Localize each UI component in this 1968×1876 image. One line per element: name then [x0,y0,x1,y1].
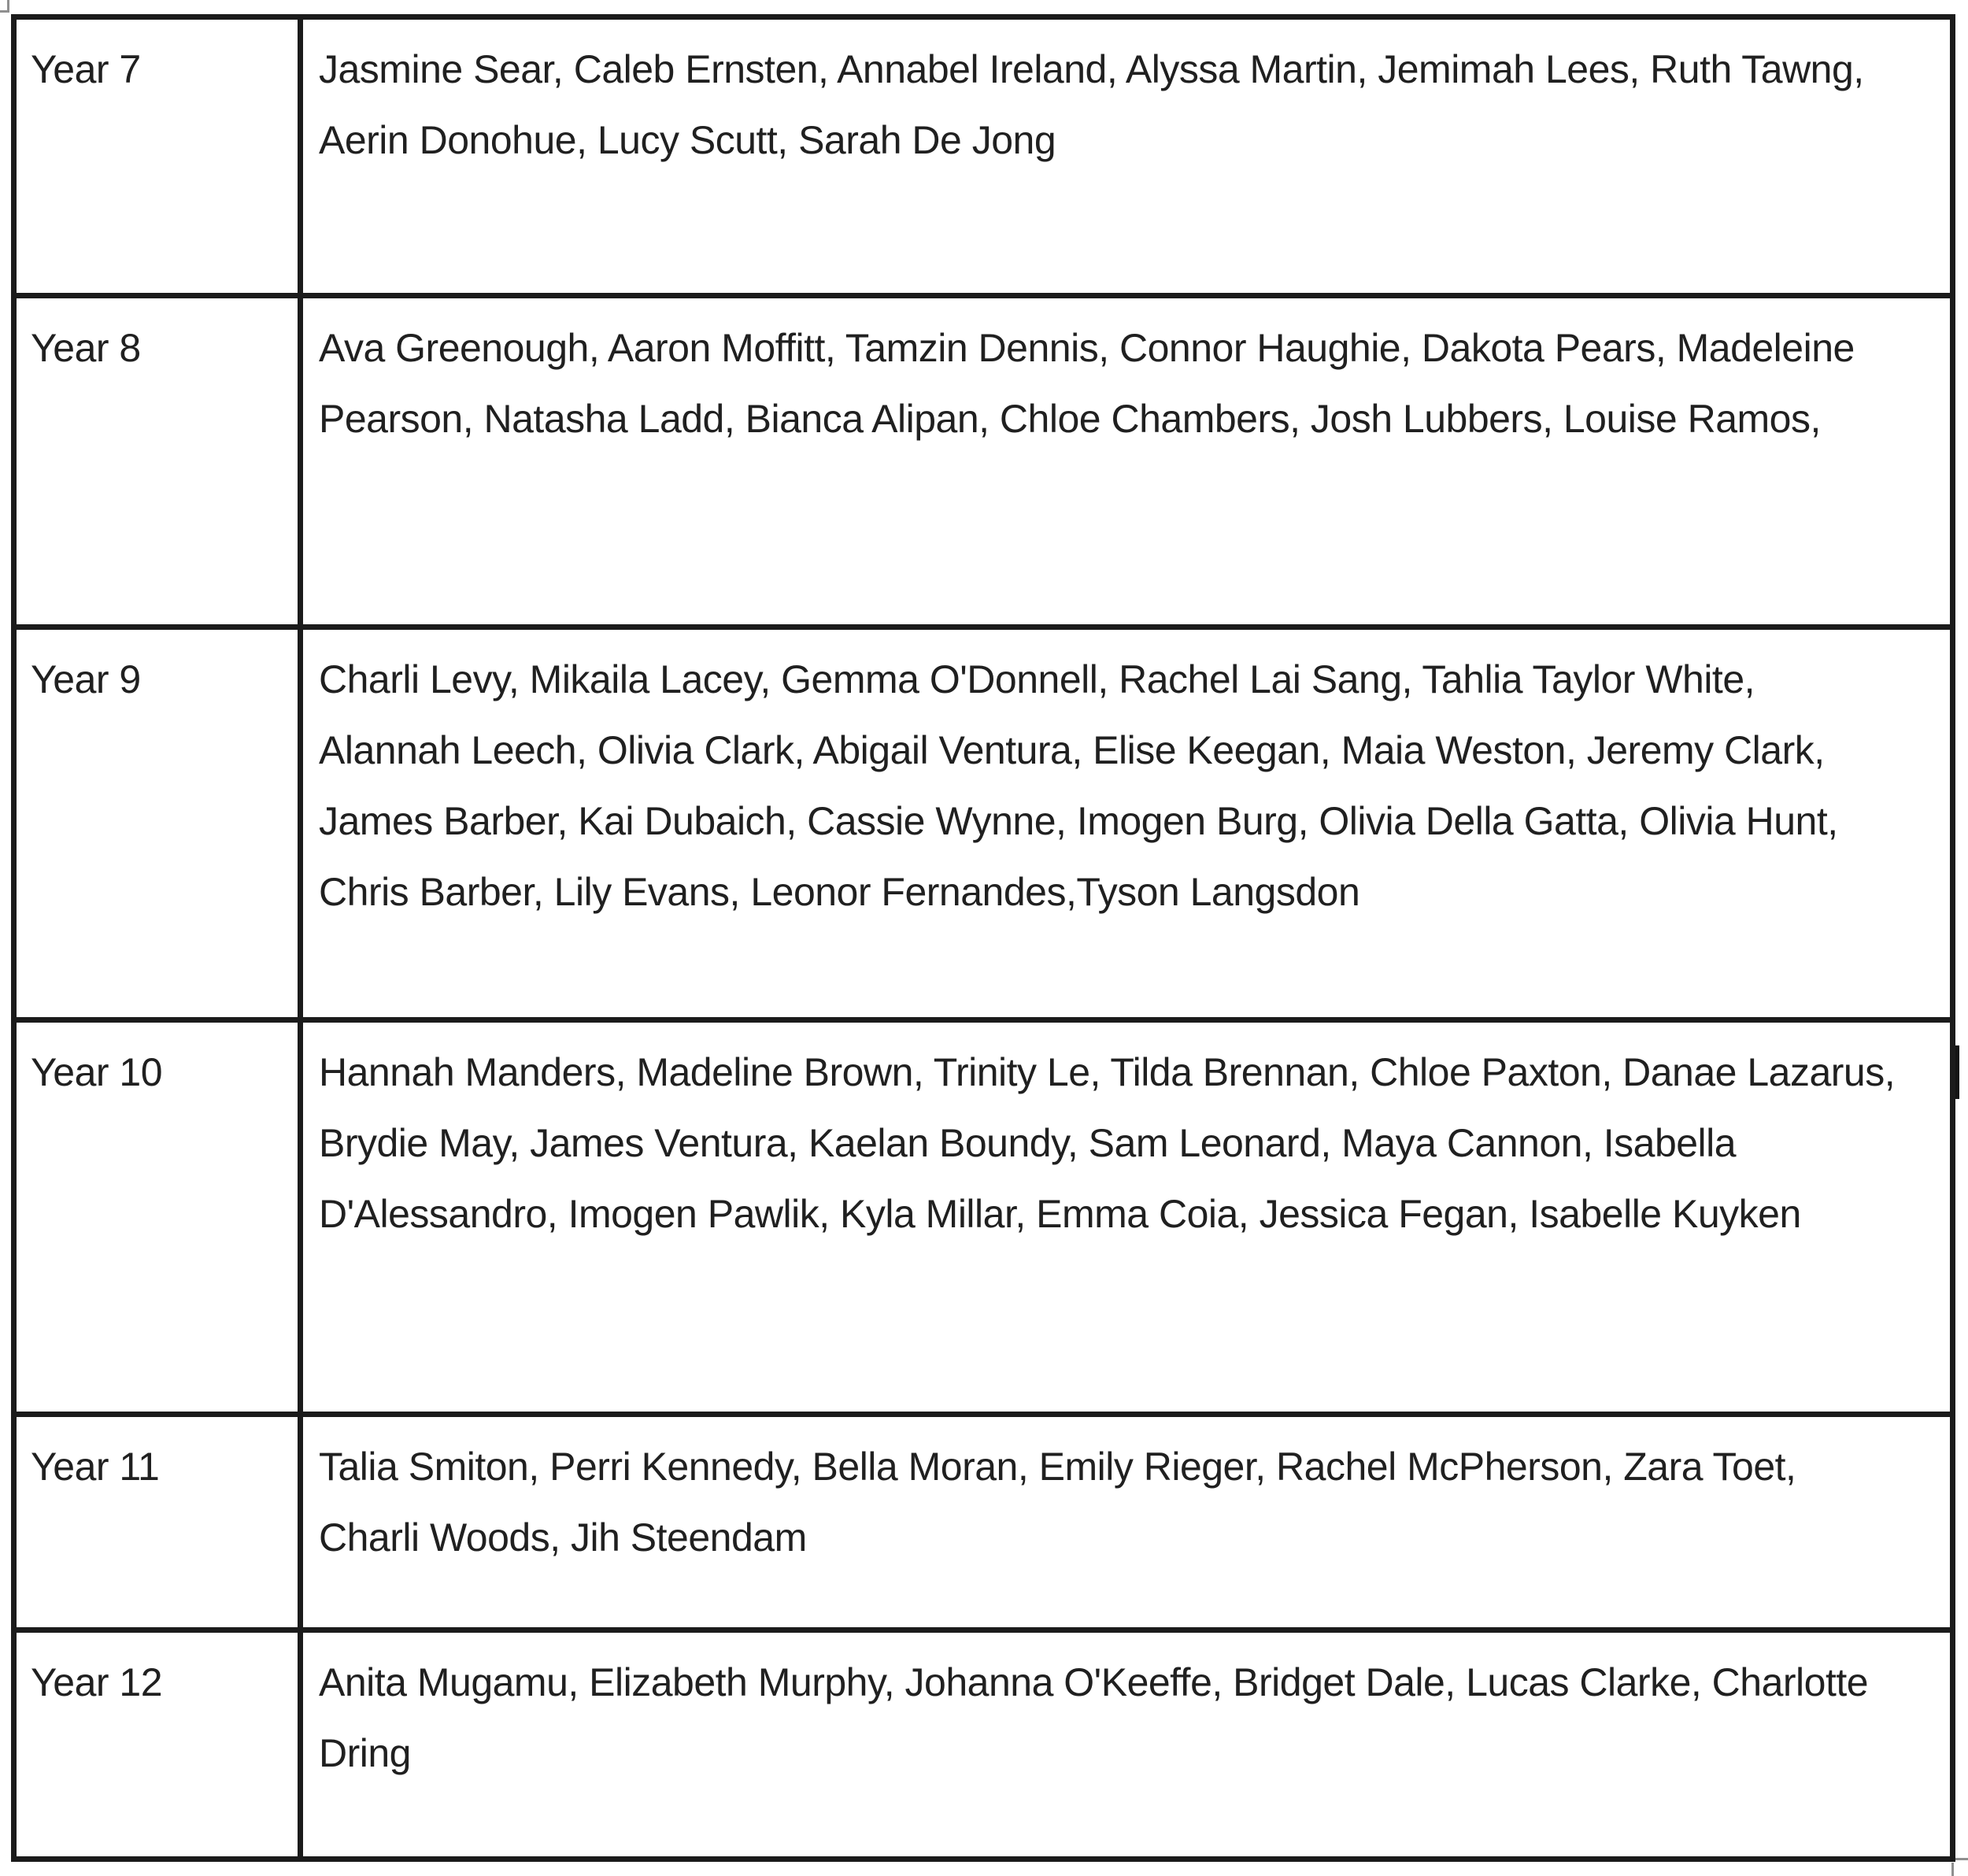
students-cell[interactable] [303,1023,1950,1412]
year-label-cell[interactable] [17,1023,303,1412]
page-corner-artifact [0,10,9,13]
students-cell[interactable] [303,298,1950,624]
year-label-cell[interactable] [17,630,303,1017]
students-cell[interactable] [303,20,1950,293]
students-text: Hannah Manders, Madeline Brown, Trinity Le, Tilda Brennan, Chloe Paxton, Danae Lazarus, Brydie May, James Ventura, Kaelan Boundy, Sam Leonard, Maya Cannon, Isabella D'Alessandro, Imogen Pawlik, Kyla Millar, Emma Coia, Jessica Fegan, Isabelle Kuyken [319,1050,1896,1236]
text-cursor [1955,1045,1959,1099]
year-label: Year 10 [31,1050,163,1094]
students-text: Anita Mugamu, Elizabeth Murphy, Johanna O'Keeffe, Bridget Dale, Lucas Clarke, Charlotte Dring [319,1660,1869,1775]
table-resize-handle[interactable] [1955,1858,1968,1860]
year-label-cell[interactable] [17,1633,303,1856]
students-cell[interactable] [303,1417,1950,1627]
year-label-cell[interactable] [17,20,303,293]
table-row [17,298,1950,630]
year-label: Year 12 [31,1660,163,1704]
students-cell[interactable] [303,1633,1950,1856]
year-label: Year 9 [31,657,141,701]
year-label: Year 11 [31,1445,160,1489]
table-row [17,1633,1950,1856]
year-label-cell[interactable] [17,298,303,624]
students-text: Talia Smiton, Perri Kennedy, Bella Moran, Emily Rieger, Rachel McPherson, Zara Toet, Charli Woods, Jih Steendam [319,1445,1796,1560]
table-row [17,630,1950,1023]
table-row [17,1417,1950,1633]
year-label: Year 7 [31,47,141,91]
table-resize-handle[interactable] [1951,1863,1954,1876]
students-text: Jasmine Sear, Caleb Ernsten, Annabel Ireland, Alyssa Martin, Jemimah Lees, Ruth Tawng, Aerin Donohue, Lucy Scutt, Sarah De Jong [319,47,1864,162]
students-text: Ava Greenough, Aaron Moffitt, Tamzin Dennis, Connor Haughie, Dakota Pears, Madeleine Pearson, Natasha Ladd, Bianca Alipan, Chloe Chambers, Josh Lubbers, Louise Ramos, [319,326,1855,441]
year-label: Year 8 [31,326,141,370]
table-row [17,1023,1950,1417]
year-students-table [11,14,1955,1862]
students-text: Charli Levy, Mikaila Lacey, Gemma O'Donnell, Rachel Lai Sang, Tahlia Taylor White, Alannah Leech, Olivia Clark, Abigail Ventura, Elise Keegan, Maia Weston, Jeremy Clark, James Barber, Kai Dubaich, Cassie Wynne, Imogen Burg, Olivia Della Gatta, Olivia Hunt, Chris Barber, Lily Evans, Leonor Fernandes,Tyson Langsdon [319,657,1838,914]
students-cell[interactable] [303,630,1950,1017]
year-label-cell[interactable] [17,1417,303,1627]
table-row [17,20,1950,298]
